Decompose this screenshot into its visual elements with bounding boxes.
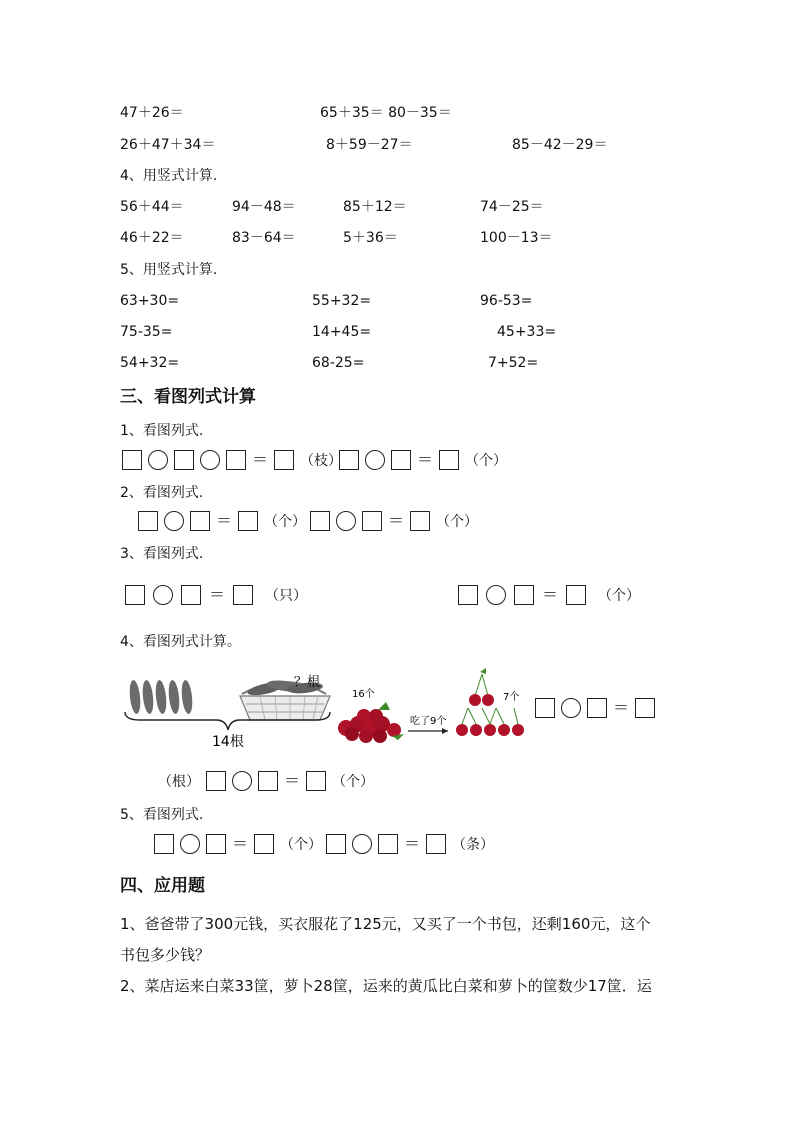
unit-label: （个） — [465, 453, 508, 469]
s3-q2-equation-a — [138, 511, 306, 531]
answer-box[interactable] — [154, 834, 174, 854]
equals-sign: ＝ — [209, 585, 226, 604]
answer-box[interactable] — [306, 771, 326, 791]
s3-q4-picture — [120, 664, 540, 748]
q4-item: 5＋36＝ — [343, 230, 398, 246]
answer-box[interactable] — [378, 834, 398, 854]
answer-box[interactable] — [587, 698, 607, 718]
answer-box[interactable] — [238, 511, 258, 531]
equals-sign: ＝ — [284, 771, 301, 790]
s3-q5-equation-a — [154, 834, 322, 854]
unit-label: （个） — [598, 588, 641, 604]
operator-circle[interactable] — [153, 585, 173, 605]
unit-label: （个） — [332, 774, 375, 790]
q4-item: 83－64＝ — [232, 230, 296, 246]
answer-box[interactable] — [206, 771, 226, 791]
q4-item: 56＋44＝ — [120, 199, 184, 215]
q5-item: 96-53= — [480, 293, 533, 309]
answer-box[interactable] — [535, 698, 555, 718]
section-3-heading: 三、看图列式计算 — [120, 387, 256, 407]
q5-item: 7+52= — [488, 355, 539, 371]
equals-sign: ＝ — [232, 834, 249, 853]
s3-q4-equation-right — [535, 698, 655, 718]
cherry-pile-icon — [338, 702, 404, 743]
unit-label: （条） — [452, 837, 495, 853]
answer-box[interactable] — [566, 585, 586, 605]
q4-title: 4、用竖式计算. — [120, 168, 218, 184]
calc-1-1: 47＋26＝ — [120, 105, 184, 121]
unit-label: （个） — [280, 837, 323, 853]
equals-sign: ＝ — [417, 450, 434, 469]
q4-item: 85＋12＝ — [343, 199, 407, 215]
problem-2-line-1: 2、菜店运来白菜33筐，萝卜28筐，运来的黄瓜比白菜和萝卜的筐数少17筐．运 — [120, 977, 652, 995]
s3-q3-equation-a — [125, 585, 307, 605]
s3-q4-title: 4、看图列式计算。 — [120, 634, 241, 650]
s3-q2-title: 2、看图列式. — [120, 485, 204, 501]
answer-box[interactable] — [439, 450, 459, 470]
corn-cobs-icon — [128, 680, 193, 715]
answer-box[interactable] — [206, 834, 226, 854]
problem-1-line-1: 1、爸爸带了300元钱，买衣服花了125元，又买了一个书包，还剩160元，这个 — [120, 915, 651, 933]
equals-sign: ＝ — [542, 585, 559, 604]
answer-box[interactable] — [233, 585, 253, 605]
operator-circle[interactable] — [336, 511, 356, 531]
operator-circle[interactable] — [164, 511, 184, 531]
operator-circle[interactable] — [180, 834, 200, 854]
answer-box[interactable] — [635, 698, 655, 718]
operator-circle[interactable] — [200, 450, 220, 470]
s3-q2-equation-b — [310, 511, 478, 531]
answer-box[interactable] — [274, 450, 294, 470]
operator-circle[interactable] — [148, 450, 168, 470]
q4-item: 100－13＝ — [480, 230, 553, 246]
answer-box[interactable] — [174, 450, 194, 470]
calc-2-3: 85－42－29＝ — [512, 137, 608, 153]
calc-2-1: 26＋47＋34＝ — [120, 137, 216, 153]
answer-box[interactable] — [362, 511, 382, 531]
answer-box[interactable] — [426, 834, 446, 854]
answer-box[interactable] — [254, 834, 274, 854]
answer-box[interactable] — [125, 585, 145, 605]
s3-q1-title: 1、看图列式. — [120, 423, 204, 439]
answer-box[interactable] — [339, 450, 359, 470]
unit-label: （个） — [436, 514, 479, 530]
answer-box[interactable] — [122, 450, 142, 470]
q5-title: 5、用竖式计算. — [120, 262, 218, 278]
unit-label: （枝） — [300, 453, 343, 469]
s3-q4-equation-bottom — [158, 771, 374, 791]
answer-box[interactable] — [458, 585, 478, 605]
q4-item: 46＋22＝ — [120, 230, 184, 246]
section-4-heading: 四、应用题 — [120, 876, 205, 896]
answer-box[interactable] — [391, 450, 411, 470]
answer-box[interactable] — [226, 450, 246, 470]
ate-label: 吃了9个 — [410, 716, 447, 727]
problem-1-line-2: 书包多少钱？ — [120, 946, 211, 964]
question-label: ？根 — [294, 675, 321, 690]
answer-box[interactable] — [190, 511, 210, 531]
cherries-count-label: 16个 — [352, 689, 375, 700]
s3-q3-title: 3、看图列式. — [120, 546, 204, 562]
s3-q5-equation-b — [326, 834, 494, 854]
unit-label: （根） — [158, 774, 200, 790]
equals-sign: ＝ — [388, 511, 405, 530]
operator-circle[interactable] — [232, 771, 252, 791]
equals-sign: ＝ — [216, 511, 233, 530]
q5-item: 45+33= — [497, 324, 557, 340]
q5-item: 63+30= — [120, 293, 180, 309]
answer-box[interactable] — [138, 511, 158, 531]
q5-item: 54+32= — [120, 355, 180, 371]
operator-circle[interactable] — [352, 834, 372, 854]
operator-circle[interactable] — [486, 585, 506, 605]
q5-item: 68-25= — [312, 355, 365, 371]
calc-2-2: 8＋59－27＝ — [326, 137, 413, 153]
q5-item: 75-35= — [120, 324, 173, 340]
calc-1-2: 65＋35＝ 80－35＝ — [320, 105, 452, 121]
operator-circle[interactable] — [365, 450, 385, 470]
answer-box[interactable] — [258, 771, 278, 791]
unit-label: （个） — [264, 514, 307, 530]
q5-item: 14+45= — [312, 324, 372, 340]
q4-item: 94－48＝ — [232, 199, 296, 215]
q4-item: 74－25＝ — [480, 199, 544, 215]
q5-item: 55+32= — [312, 293, 372, 309]
operator-circle[interactable] — [561, 698, 581, 718]
s3-q3-equation-b — [458, 585, 640, 605]
answer-box[interactable] — [181, 585, 201, 605]
unit-label: （只） — [265, 588, 308, 604]
remaining-label: 7个 — [503, 692, 520, 703]
equals-sign: ＝ — [613, 698, 630, 717]
equals-sign: ＝ — [404, 834, 421, 853]
total-label: 14根 — [212, 734, 244, 748]
answer-box[interactable] — [326, 834, 346, 854]
s3-q5-title: 5、看图列式. — [120, 807, 204, 823]
s3-q1-equation-a — [122, 450, 342, 470]
answer-box[interactable] — [310, 511, 330, 531]
answer-box[interactable] — [514, 585, 534, 605]
s3-q1-equation-b — [339, 450, 507, 470]
answer-box[interactable] — [410, 511, 430, 531]
equals-sign: ＝ — [252, 450, 269, 469]
